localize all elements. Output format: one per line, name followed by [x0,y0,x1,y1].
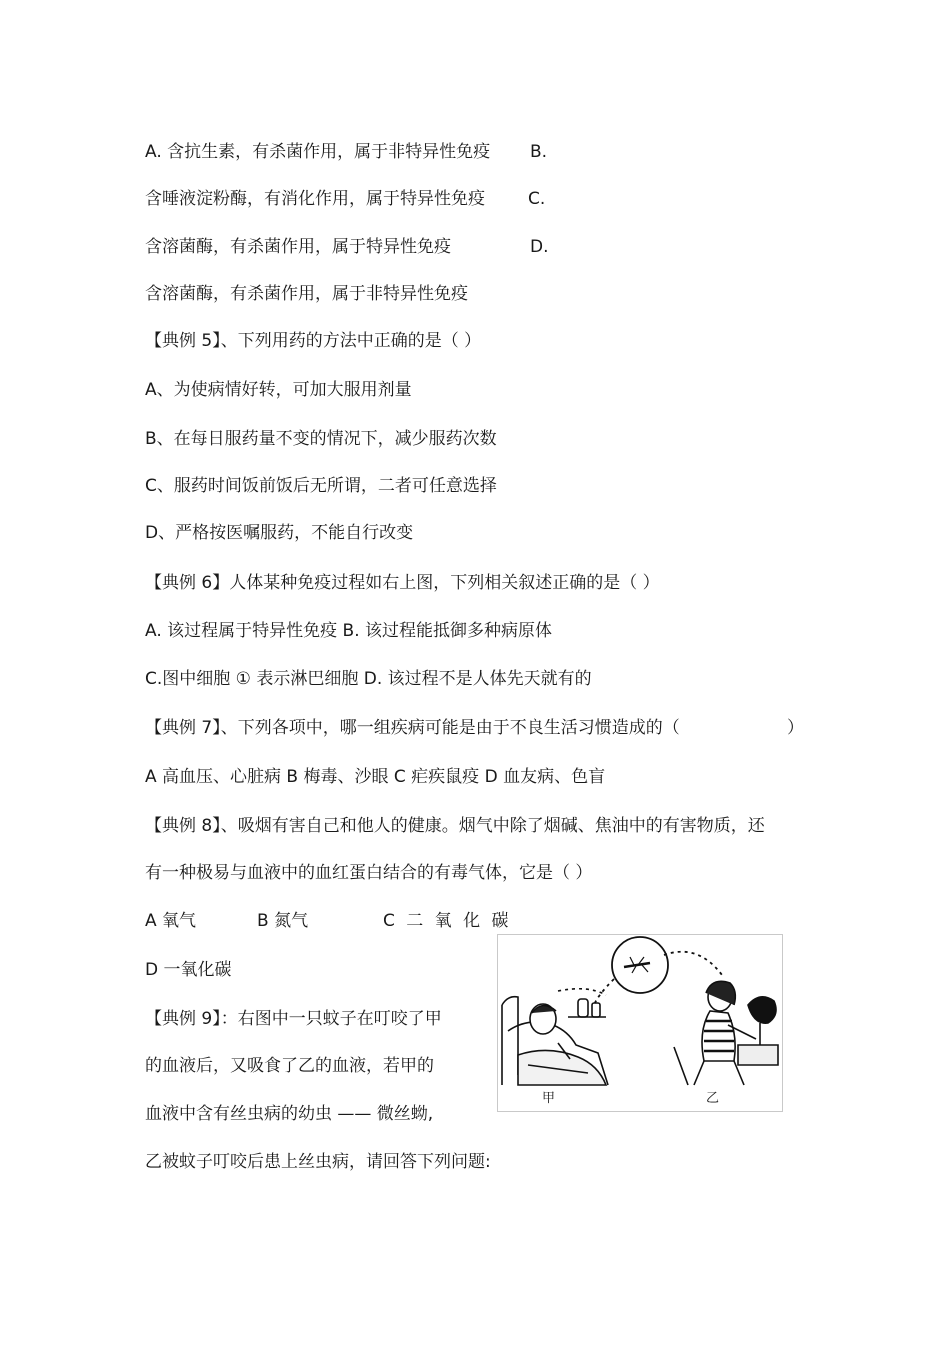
question-9-line-2: 的血液后，又吸食了乙的血液，若甲的 [145,1056,434,1076]
option-d-marker: D. [530,237,549,257]
woman-at-table-drawing [674,981,778,1085]
question-6-options-ab: A. 该过程属于特异性免疫 B. 该过程能抵御多种病原体 [145,621,553,641]
question-8-title: 【典例 8】、吸烟有害自己和他人的健康。烟气中除了烟碱、焦油中的有害物质，还 [145,816,765,836]
question-5-option-d: D、严格按医嘱服药，不能自行改变 [145,523,414,543]
question-5-title: 【典例 5】、下列用药的方法中正确的是（ ） [145,331,482,351]
question-6-title: 【典例 6】人体某种免疫过程如右上图，下列相关叙述正确的是（ ） [145,573,660,593]
option-b-line: 含唾液淀粉酶，有消化作用，属于特异性免疫 [145,189,485,209]
question-5-option-a: A、为使病情好转，可加大服用剂量 [145,380,412,400]
question-7-title: 【典例 7】、下列各项中，哪一组疾病可能是由于不良生活习惯造成的（ [145,718,680,738]
question-9-line-4: 乙被蚊子叮咬后患上丝虫病，请回答下列问题: [145,1152,491,1172]
question-8-option-a: A 氧气 [145,911,197,931]
question-7-close-paren: ） [787,718,804,738]
figure-label-yi: 乙 [706,1091,720,1106]
option-b-marker: B. [530,142,548,162]
question-9-title: 【典例 9】：右图中一只蚊子在叮咬了甲 [145,1009,442,1029]
option-a-line: A. 含抗生素，有杀菌作用，属于非特异性免疫 [145,142,491,162]
option-c-line: 含溶菌酶，有杀菌作用，属于特异性免疫 [145,237,451,257]
option-c-marker: C. [528,189,546,209]
question-7-options: A 高血压、心脏病 B 梅毒、沙眼 C 疟疾鼠疫 D 血友病、色盲 [145,767,606,787]
question-9-line-3: 血液中含有丝虫病的幼虫 —— 微丝蚴, [145,1104,434,1124]
question-6-options-cd: C.图中细胞 ① 表示淋巴细胞 D. 该过程不是人体先天就有的 [145,669,592,689]
patient-in-bed-drawing [502,989,608,1085]
mosquito-transmission-illustration [497,934,783,1112]
figure-label-jia: 甲 [542,1091,556,1106]
question-5-option-c: C、服药时间饭前饭后无所谓，二者可任意选择 [145,476,497,496]
question-5-option-b: B、在每日服药量不变的情况下，减少服药次数 [145,429,497,449]
question-8-option-c: C 二 氧 化 碳 [383,911,512,931]
mosquito-magnified-drawing [594,937,722,1005]
question-8-option-b: B 氮气 [257,911,309,931]
question-8-title-cont: 有一种极易与血液中的血红蛋白结合的有毒气体，它是（ ） [145,863,593,883]
option-d-line: 含溶菌酶，有杀菌作用，属于非特异性免疫 [145,284,468,304]
question-8-option-d: D 一氧化碳 [145,960,232,980]
illustration-drawing [498,935,782,1111]
